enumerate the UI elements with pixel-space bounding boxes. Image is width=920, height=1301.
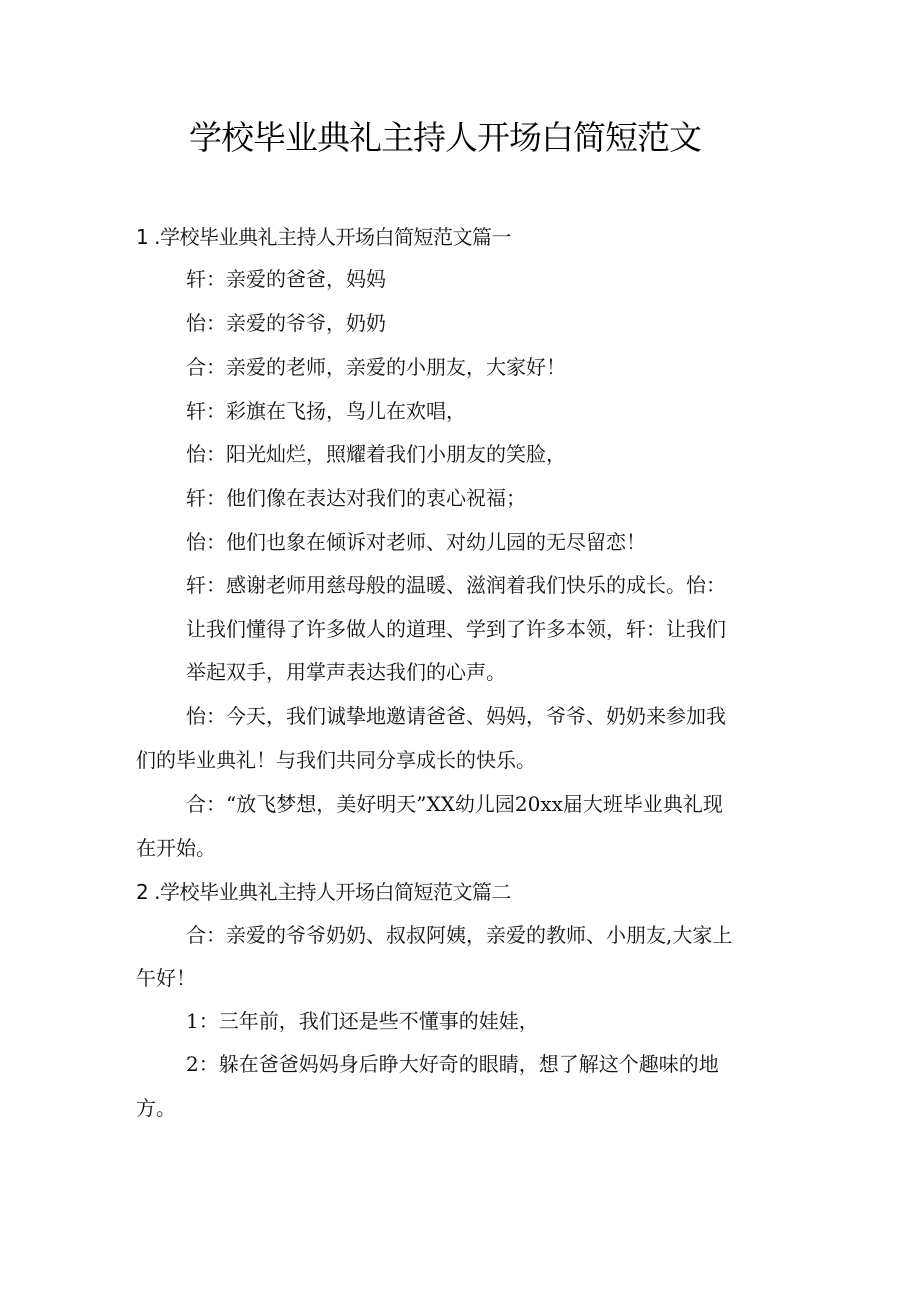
paragraph-line: 怡：阳光灿烂，照耀着我们小朋友的笑脸， [186, 442, 566, 466]
paragraph-line: 怡：今天，我们诚挚地邀请爸爸、妈妈，爷爷、奶奶来参加我 [186, 704, 726, 728]
paragraph-line: 让我们懂得了许多做人的道理、学到了许多本领，轩：让我们 [186, 617, 726, 641]
section-1-heading: 1 .学校毕业典礼主持人开场白简短范文篇一 [136, 225, 511, 249]
paragraph-line: 在开始。 [136, 836, 216, 860]
paragraph-line: 们的毕业典礼！与我们共同分享成长的快乐。 [136, 748, 536, 772]
paragraph-line: 怡：亲爱的爷爷，奶奶 [186, 311, 386, 335]
paragraph-line: 合：“放飞梦想，美好明天”XX幼儿园20xx届大班毕业典礼现 [186, 792, 723, 816]
paragraph-line: 举起双手，用掌声表达我们的心声。 [186, 660, 506, 684]
paragraph-line: 2：躲在爸爸妈妈身后睁大好奇的眼睛，想了解这个趣味的地 [186, 1052, 719, 1076]
paragraph-line: 合：亲爱的老师，亲爱的小朋友，大家好！ [186, 355, 566, 379]
document-title: 学校毕业典礼主持人开场白简短范文 [189, 118, 701, 157]
paragraph-line: 轩：感谢老师用慈母般的温暖、滋润着我们快乐的成长。怡： [186, 573, 726, 597]
paragraph-line: 1：三年前，我们还是些不懂事的娃娃， [186, 1009, 539, 1033]
paragraph-line: 怡：他们也象在倾诉对老师、对幼儿园的无尽留恋！ [186, 530, 646, 554]
paragraph-line: 轩：彩旗在飞扬，鸟儿在欢唱， [186, 399, 466, 423]
paragraph-line: 轩：亲爱的爸爸，妈妈 [186, 267, 386, 291]
paragraph-line: 轩：他们像在表达对我们的衷心祝福； [186, 486, 526, 510]
paragraph-line: 方。 [136, 1096, 176, 1120]
section-2-heading: 2 .学校毕业典礼主持人开场白简短范文篇二 [136, 880, 511, 904]
paragraph-line: 合：亲爱的爷爷奶奶、叔叔阿姨，亲爱的教师、小朋友,大家上 [186, 923, 733, 947]
paragraph-line: 午好！ [136, 966, 196, 990]
